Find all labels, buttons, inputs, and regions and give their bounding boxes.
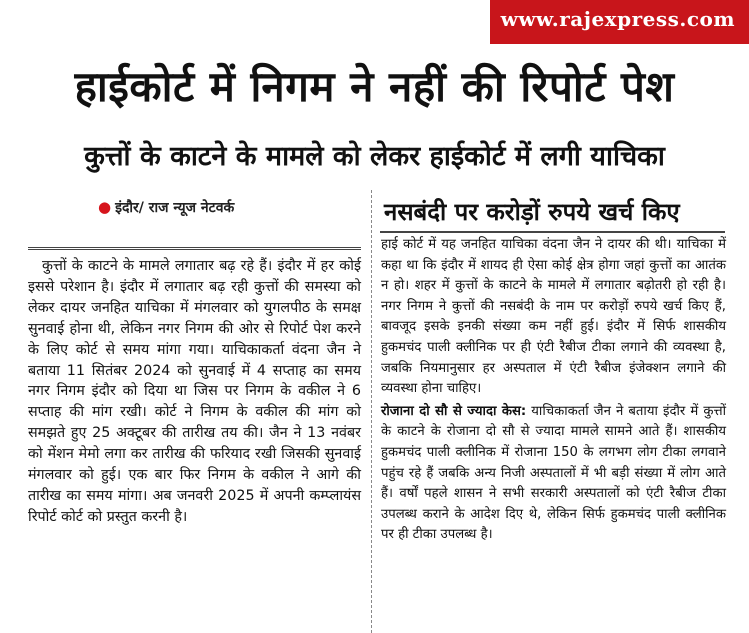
right-article-para-1: हाई कोर्ट में यह जनहित याचिका वंदना जैन ने दायर की थी। याचिका में कहा था कि इंदौर में शायद ही ऐसा कोई क्षेत्र होगा जहां कुत्तों का आतंक न हो। शहर में कुत्तों के काटने के मामले में लगातार बढ़ोतरी हो रही है। नगर निगम ने कुत्तों की नसबंदी के नाम पर करोड़ों रुपये खर्च किए हैं, बावजूद इसके इनकी संख्या कम नहीं हुई। इंदौर में सिर्फ शासकीय हुकमचंद पाली क्लीनिक पर ही एंटी रैबीज टीका लगाने की व्यवस्था है, जबकि नियमानुसार हर अस्पताल में एंटी रैबीज इंजेक्शन लगाने की व्यवस्था होना चाहिए। (381, 237, 726, 397)
site-url[interactable]: www.rajexpress.com (500, 7, 735, 31)
right-article-para-2-text: याचिकाकर्ता जैन ने बताया इंदौर में कुत्तों के काटने के रोजाना दो सौ से ज्यादा मामले सामने आते हैं। शासकीय हुकमचंद पाली क्लीनिक में रोजाना 150 के लगभग लोग टीका लगवाने पहुंच रहे हैं जबकि अन्य निजी अस्पतालों में भी बड़ी संख्या में लोग आते हैं। वर्षों पहले शासन ने सभी सरकारी अस्पतालों को एंटी रैबीज टीका उपलब्ध कराने के आदेश दिए थे, लेकिन सिर्फ हुकमचंद पाली क्लीनिक पर ही टीका उपलब्ध है। (381, 403, 726, 543)
right-article-heading-bar (380, 193, 725, 233)
headline: हाईकोर्ट में निगम ने नहीं की रिपोर्ट पेश (74, 62, 675, 111)
column-divider (371, 190, 373, 633)
site-banner (490, 0, 749, 44)
left-article-body: कुत्तों के काटने के मामले लगातार बढ़ रहे हैं। इंदौर में हर कोई इससे परेशान है। इंदौर में लगातार बढ़ रही कुत्तों की समस्या को लेकर दायर जनहित याचिका में मंगलवार को युगलपीठ के समक्ष सुनवाई होना थी, लेकिन नगर निगम की ओर से रिपोर्ट पेश करने के लिए कोर्ट से समय मांगा गया। याचिकाकर्ता वंदना जैन ने बताया 11 सितंबर 2024 को सुनवाई में 4 सप्ताह का समय नगर निगम इंदौर को दिया था जिस पर निगम के वकील ने 6 सप्ताह की मांग रखी। कोर्ट ने निगम के वकील की मांग को समझते हुए 25 अक्टूबर की तारीख तय की। जैन ने 13 नवंबर को मेंशन मेमो लगा कर तारीख की फरियाद रखी जिसकी सुनवाई मंगलवार को हुई। एक बार फिर निगम के वकील ने आगे की तारीख का समय मांगा। अब जनवरी 2025 में अपनी कम्प्लायंस रिपोर्ट कोर्ट को प्रस्तुत करनी है। (28, 258, 361, 525)
subheadline: कुत्तों के काटने के मामले को लेकर हाईकोर्ट में लगी याचिका (84, 141, 665, 172)
right-article-heading: नसबंदी पर करोड़ों रुपये खर्च किए (384, 198, 680, 226)
bullet-dot-icon: ● (98, 198, 112, 216)
byline (98, 198, 234, 217)
byline-text: इंदौर/ राज न्यूज नेटवर्क (115, 200, 235, 216)
right-article-kicker: रोजाना दो सौ से ज्यादा केस: (381, 403, 527, 419)
right-article-para-2 (381, 402, 726, 546)
left-article (28, 247, 361, 528)
right-article (381, 235, 726, 546)
